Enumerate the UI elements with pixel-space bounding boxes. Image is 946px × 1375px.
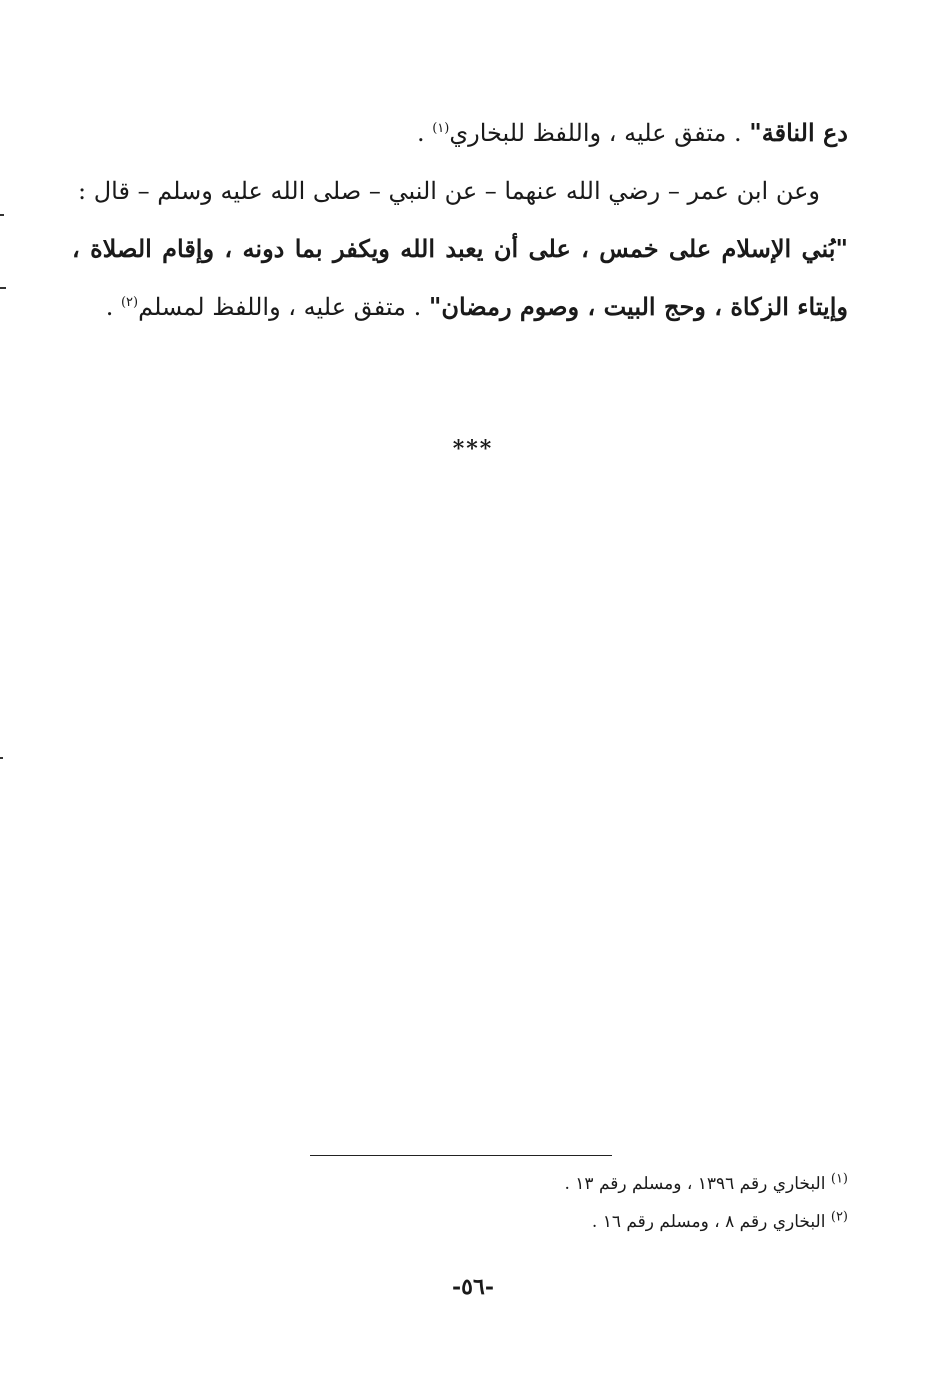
text-segment: . (105, 293, 121, 321)
text-line-3 (72, 220, 848, 278)
footnote-divider (310, 1155, 612, 1156)
text-segment: . متفق عليه ، واللفظ لمسلم (138, 293, 429, 321)
footnote-number: (١) (830, 1171, 848, 1187)
text-segment: وعن ابن عمر – رضي الله عنهما – عن النبي – صلى الله عليه وسلم – قال : (78, 177, 820, 205)
footnote-number: (٢) (830, 1209, 848, 1225)
footnotes (300, 1165, 848, 1241)
text-line-1 (72, 104, 848, 162)
footnote-text: البخاري رقم ١٣٩٦ ، ومسلم رقم ١٣ . (564, 1174, 831, 1194)
main-text (72, 104, 848, 336)
text-line-2 (72, 162, 848, 220)
page-number: -٥٦- (452, 1274, 494, 1300)
footnote-marker-2: (٢) (120, 295, 139, 310)
scan-margin-mark (0, 287, 6, 289)
text-line-4 (72, 278, 848, 336)
hadith-text: وإيتاء الزكاة ، وحج البيت ، وصوم رمضان" (428, 292, 848, 321)
section-separator: *** (452, 436, 494, 462)
scan-margin-mark (0, 757, 3, 759)
text-segment: . متفق عليه ، واللفظ للبخاري (449, 119, 750, 147)
hadith-text: "بُني الإسلام على خمس ، على أن يعبد الله ويكفر بما دونه ، وإقام الصلاة ، (72, 234, 848, 263)
footnote-marker-1: (١) (432, 121, 450, 136)
footnote-1 (300, 1165, 848, 1203)
scan-margin-mark (0, 214, 4, 216)
footnote-2 (300, 1203, 848, 1241)
bold-quote: دع الناقة" (749, 118, 848, 147)
text-segment: . (416, 119, 433, 147)
footnote-text: البخاري رقم ٨ ، ومسلم رقم ١٦ . (591, 1212, 831, 1232)
